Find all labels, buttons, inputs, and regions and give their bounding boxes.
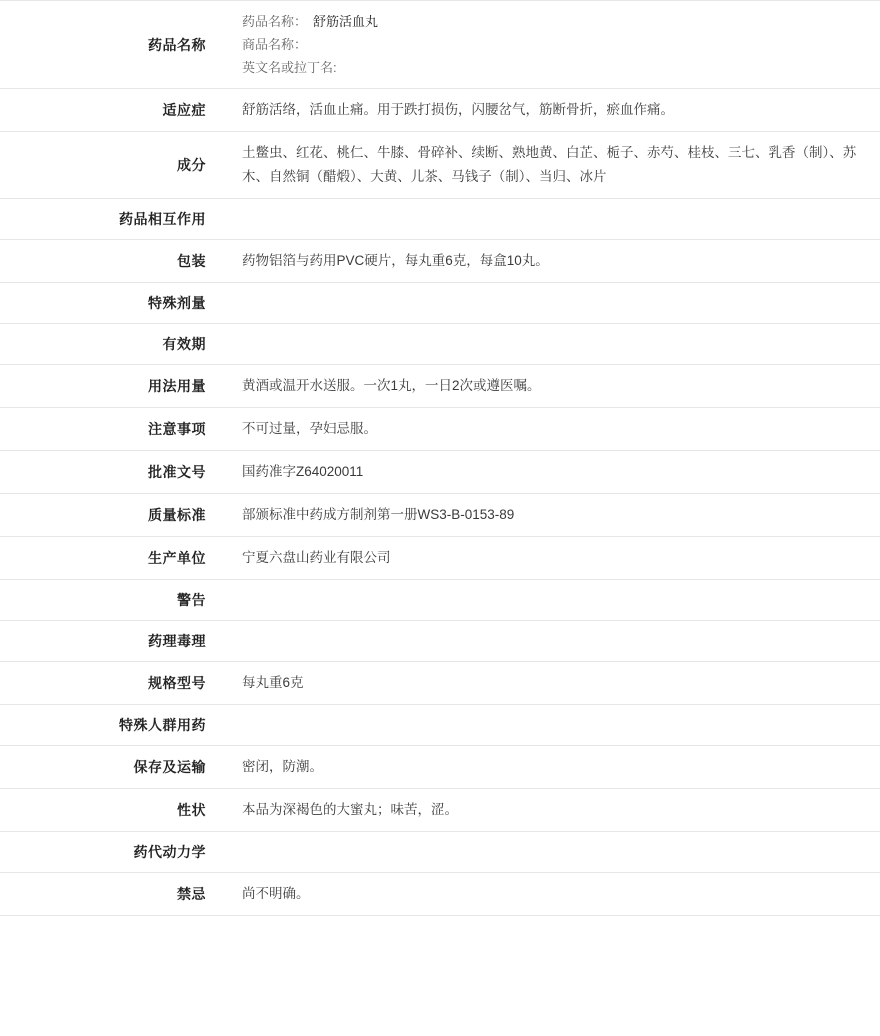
table-row bbox=[0, 283, 880, 324]
row-value-approval-number: 国药准字Z64020011 bbox=[242, 464, 364, 479]
table-row bbox=[0, 324, 880, 365]
row-value-special-populations bbox=[220, 705, 880, 746]
page-bottom-space bbox=[0, 916, 880, 1036]
table-row bbox=[0, 408, 880, 451]
row-value-specification: 每丸重6克 bbox=[242, 675, 304, 690]
trade-name-label: 商品名称： bbox=[242, 37, 308, 52]
row-label-specification: 规格型号 bbox=[148, 675, 206, 691]
row-label-approval-number: 批准文号 bbox=[148, 464, 206, 480]
row-value-pharmacology bbox=[220, 621, 880, 662]
row-value-drug-name bbox=[220, 1, 880, 89]
row-value-ingredients: 土鳖虫、红花、桃仁、牛膝、骨碎补、续断、熟地黄、白芷、栀子、赤芍、桂枝、三七、乳香（制）、苏木、自然铜（醋煅）、大黄、儿茶、马钱子（制）、当归、冰片 bbox=[242, 145, 857, 184]
table-row bbox=[0, 832, 880, 873]
row-label-precautions: 注意事项 bbox=[148, 421, 206, 437]
row-value-warning bbox=[220, 580, 880, 621]
table-row bbox=[0, 365, 880, 408]
row-value-quality-standard: 部颁标准中药成方制剂第一册WS3-B-0153-89 bbox=[242, 507, 515, 522]
product-name-value: 舒筋活血丸 bbox=[313, 14, 379, 29]
row-value-interactions bbox=[220, 199, 880, 240]
row-value-pharmacokinetics bbox=[220, 832, 880, 873]
product-name-label: 药品名称： bbox=[242, 14, 308, 29]
table-row bbox=[0, 580, 880, 621]
english-name-line bbox=[242, 56, 870, 79]
table-row bbox=[0, 1, 880, 89]
table-row bbox=[0, 789, 880, 832]
row-label-manufacturer: 生产单位 bbox=[148, 550, 206, 566]
row-label-warning: 警告 bbox=[177, 592, 206, 608]
row-label-packaging: 包装 bbox=[177, 253, 206, 269]
row-value-precautions: 不可过量，孕妇忌服。 bbox=[242, 421, 377, 436]
row-label-quality-standard: 质量标准 bbox=[148, 507, 206, 523]
table-row bbox=[0, 705, 880, 746]
row-value-manufacturer: 宁夏六盘山药业有限公司 bbox=[242, 550, 391, 565]
product-name-line bbox=[242, 10, 870, 33]
row-value-contraindications: 尚不明确。 bbox=[242, 886, 310, 901]
trade-name-value bbox=[307, 37, 313, 52]
row-value-packaging: 药物铝箔与药用PVC硬片，每丸重6克，每盒10丸。 bbox=[242, 253, 549, 268]
row-value-appearance: 本品为深褐色的大蜜丸；味苦，涩。 bbox=[242, 802, 458, 817]
row-value-shelf-life bbox=[220, 324, 880, 365]
row-label-pharmacology: 药理毒理 bbox=[148, 633, 206, 649]
english-name-label: 英文名或拉丁名: bbox=[242, 60, 337, 75]
table-row bbox=[0, 89, 880, 132]
table-row bbox=[0, 199, 880, 240]
row-label-ingredients: 成分 bbox=[177, 157, 206, 173]
table-row bbox=[0, 494, 880, 537]
table-row bbox=[0, 132, 880, 199]
row-value-storage-transport: 密闭，防潮。 bbox=[242, 759, 323, 774]
row-label-dosage: 用法用量 bbox=[148, 378, 206, 394]
row-value-dosage: 黄酒或温开水送服。一次1丸，一日2次或遵医嘱。 bbox=[242, 378, 541, 393]
row-label-special-populations: 特殊人群用药 bbox=[119, 717, 206, 733]
row-label-contraindications: 禁忌 bbox=[177, 886, 206, 902]
row-value-special-dosage bbox=[220, 283, 880, 324]
row-label-storage-transport: 保存及运输 bbox=[133, 759, 206, 775]
table-row bbox=[0, 451, 880, 494]
row-label-pharmacokinetics: 药代动力学 bbox=[133, 844, 206, 860]
table-row bbox=[0, 746, 880, 789]
table-row bbox=[0, 873, 880, 916]
row-label-indications: 适应症 bbox=[162, 102, 206, 118]
row-label-interactions: 药品相互作用 bbox=[119, 211, 206, 227]
table-row bbox=[0, 537, 880, 580]
trade-name-line bbox=[242, 33, 870, 56]
english-name-value bbox=[337, 60, 343, 75]
table-row bbox=[0, 662, 880, 705]
row-label-special-dosage: 特殊剂量 bbox=[148, 295, 206, 311]
row-value-indications: 舒筋活络，活血止痛。用于跌打损伤，闪腰岔气，筋断骨折，瘀血作痛。 bbox=[242, 102, 674, 117]
row-label-appearance: 性状 bbox=[177, 802, 206, 818]
row-label-drug-name: 药品名称 bbox=[148, 36, 206, 53]
drug-info-table-body bbox=[0, 1, 880, 916]
drug-name-block bbox=[242, 10, 870, 79]
table-row bbox=[0, 240, 880, 283]
table-row bbox=[0, 621, 880, 662]
row-label-shelf-life: 有效期 bbox=[162, 336, 206, 352]
